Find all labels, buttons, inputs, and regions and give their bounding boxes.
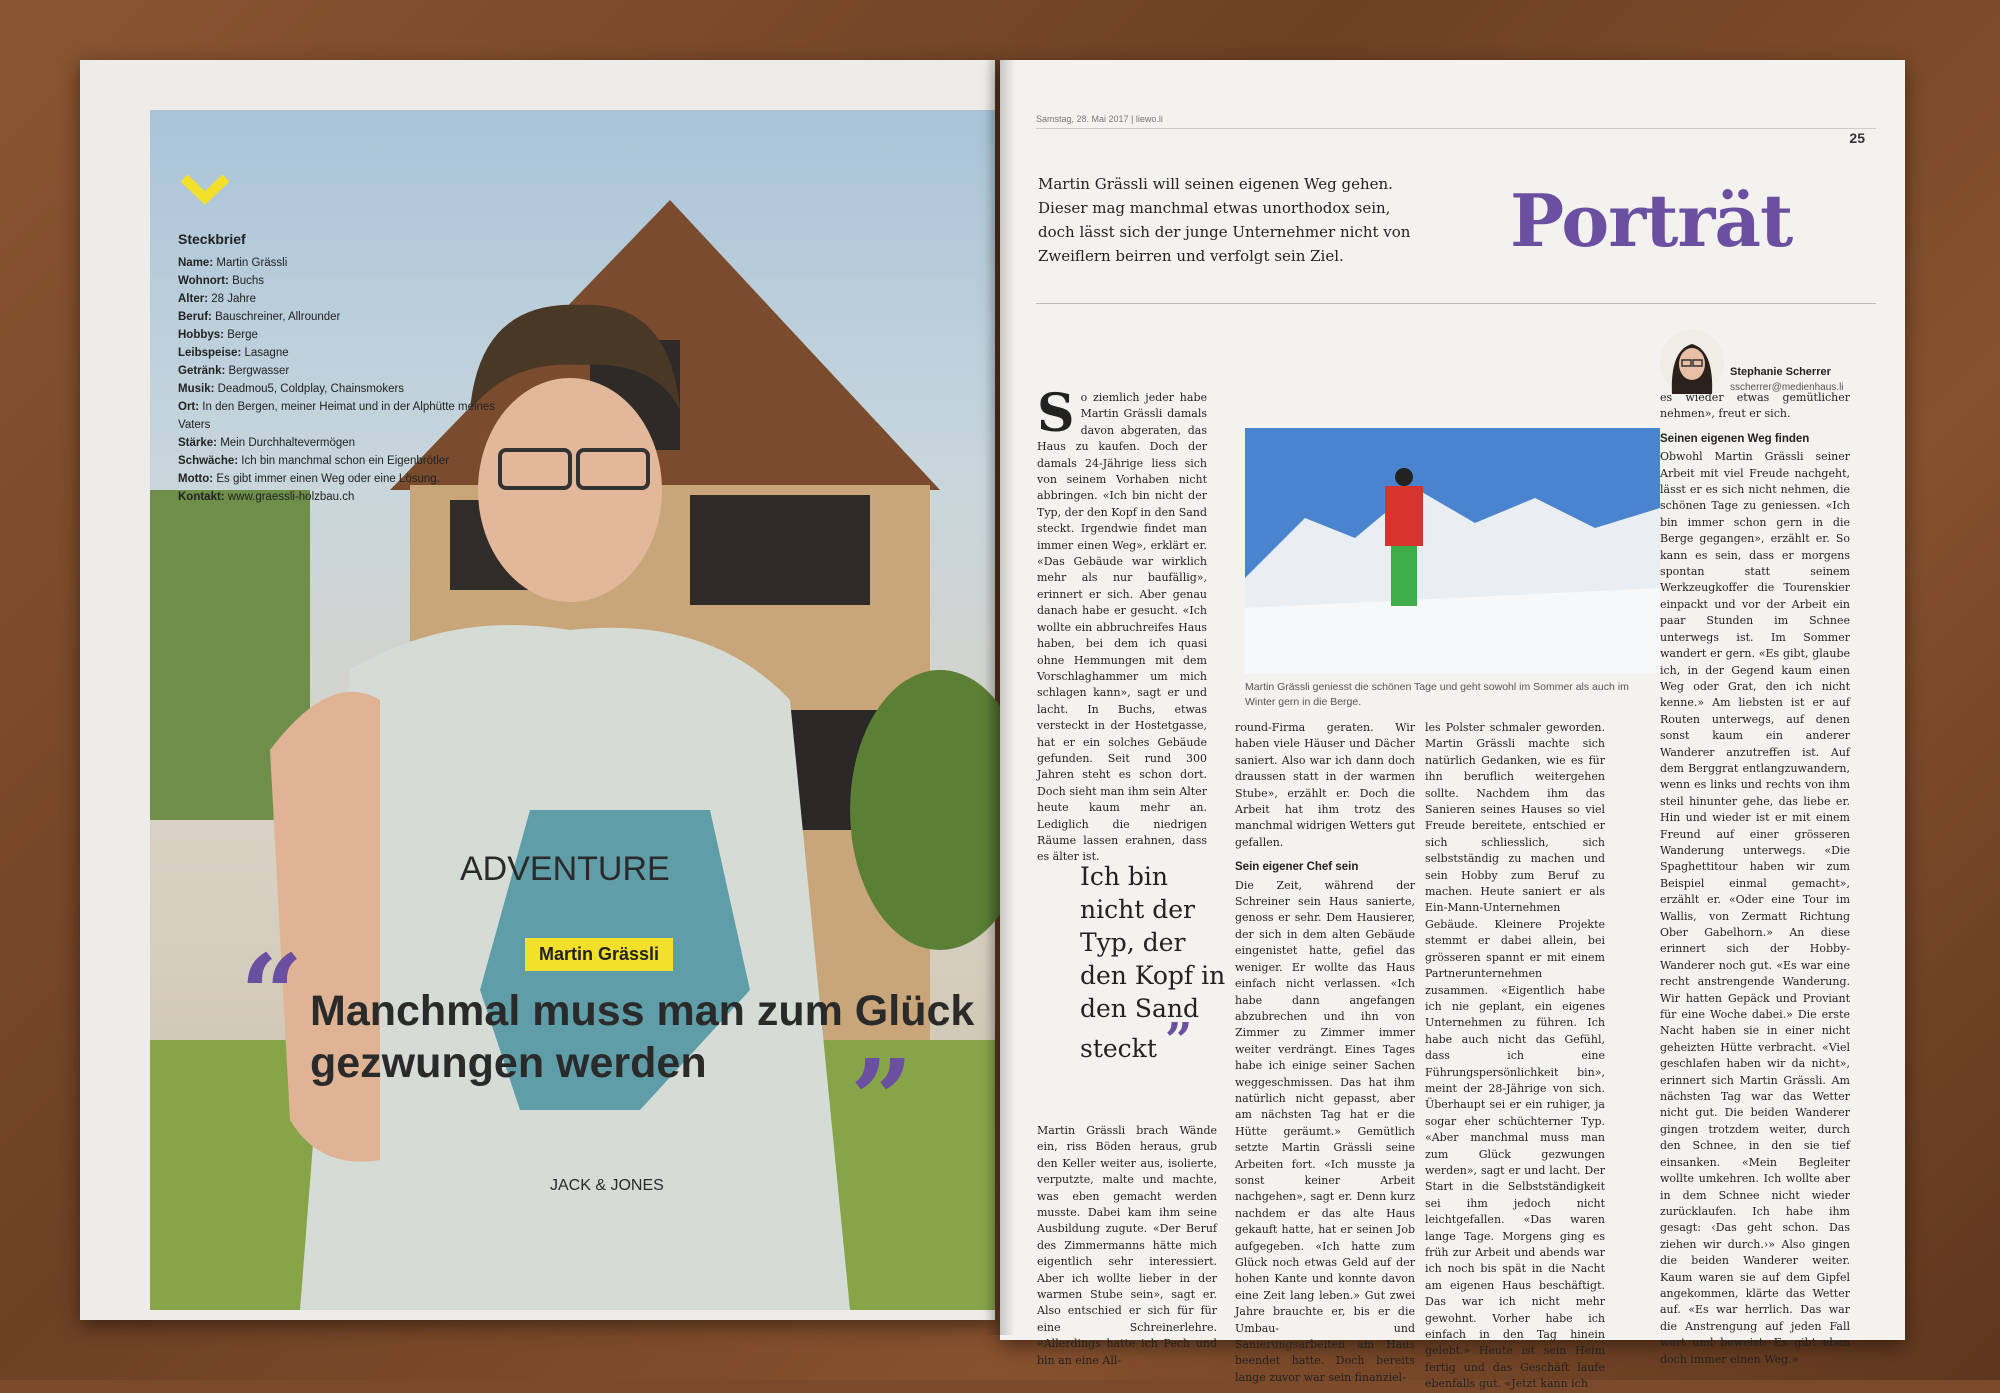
close-quote-icon: ” [1164, 1013, 1193, 1069]
page-number: 25 [1849, 130, 1865, 146]
author-email: sscherrer@medienhaus.li [1730, 382, 1844, 393]
article-paragraph: Obwohl Martin Grässli seiner Arbeit mit viel Freude nachgeht, lässt er es sich nicht nehmen, die schönen Tage zu geniessen. «Ich bin immer schon gern in die Berge gegangen», erzählt er. So kann es sein, dass er morgens spontan statt seinem Werkzeugkoffer die Tourenskier einpackt und vor der Arbeit ein paar Stunden im Schnee unterwegs ist. Im Sommer wandert er gern. «Es gibt, glaube ich, in der Gegend kaum einen Weg oder Grat, den ich nicht kenne.» Am liebsten ist er auf Routen unterwegs, auf denen sonst kaum ein anderer Wanderer anzutreffen ist. Auf dem Berggrat entlangzuwandern, wenn es links und rechts von ihm steil hinunter gehe, das liebe er. Hin und wieder ist er mit einem Freund auf einer grösseren Wanderung unterwegs. «Die Spaghettitour haben wir zum Beispiel einmal gemacht», erzählt er. «Oder eine Tour im Wallis, von Zermatt Richtung Ober Gabelhorn.» An diese erinnert sich der Hobby-Wanderer noch gut. «Es war eine recht anstrengende Wanderung. Wir hatten Gepäck und Proviant für eine Woche dabei.» Die erste Nacht haben sie in einer nicht geheizten Hütte verbracht. «Viel geschlafen haben wir da nicht», erinnert sich Martin Grässli. Am nächsten Tag war das Wetter nicht gut. Die beiden Wanderer gingen trotzdem weiter, durch den Schnee, in den sie tief einsanken. «Mein Begleiter wollte umkehren. Ich wollte aber in dem Schnee nicht wieder zurücklaufen. Ich habe ihm gesagt: ‹Das geht schon. Das ziehen wir durch.›» Also gingen die beiden Wanderer weiter. Kaum waren sie auf dem Gipfel angekommen, klärte das Wetter auf. «Es war herrlich. Das war die Anstrengung auf jeden Fall wert und beweist: Es gibt eben doch immer einen Weg.» [1660, 450, 1850, 1366]
article-paragraph: o ziemlich jeder habe Martin Grässli damals davon abgeraten, das Haus zu kaufen. Doch der damals 24-Jährige liess sich von seinem Vorhaben nicht abbringen. «Ich bin nicht der Typ, der den Kopf in den Sand steckt. Irgendwie findet man immer einen Weg», erklärt er. «Das Gebäude war wirklich mehr als nur baufällig», erinnert er sich. Aber genau danach habe er gesucht. «Ich wollte ein abbruchreifes Haus haben, bei dem ich quasi ohne Hemmungen mit dem Vorschlaghammer um mich schlagen kann», sagt er und lacht. In Buchs, etwas versteckt in der Hostetgasse, hat er ein solches Gebäude gefunden. Seit rund 300 Jahren steht es schon dort. Doch sieht man ihm sein Alter heute kaum mehr an. Lediglich die niedrigen Räume lassen erahnen, dass es älter ist. [1037, 391, 1207, 864]
close-quote-icon: ” [850, 1035, 914, 1164]
steckbrief-row: Beruf: Bauschreiner, Allrounder [178, 311, 341, 323]
article-paragraph: round-Firma geraten. Wir haben viele Häuser und Dächer saniert. Also war ich dann doch draussen statt in der warmen Stube», erzählt er. Doch die Arbeit hat ihm trotz des manchmal widrigen Wetters gut gefallen. [1235, 721, 1415, 849]
article-paragraph: Die Zeit, während der Schreiner sein Haus sanierte, genoss er sehr. Dem Hausierer, der sich in dem alten Gebäude eingenistet hatte, gefiel das weniger. Er wollte das Haus einfach nicht verlassen. «Ich habe dann angefangen abzubrechen und ihn von Zimmer zu Zimmer immer weiter verdrängt. Eines Tages habe ich einige seiner Sachen weggeschmissen. Das hat ihm natürlich nicht gepasst, aber am nächsten Tag hat er die Hütte geräumt.» Gemütlich setzte Martin Grässli seine Arbeiten fort. «Ich musste ja sonst keiner Arbeit nachgehen», sagt er. Denn kurz nachdem er das alte Haus gekauft hatte, hat er seinen Job aufgegeben. «Ich hatte zum Glück noch etwas Geld auf der hohen Kante und konnte davon eine Zeit lang leben.» Gut zwei Jahre brauchte er, bis er die Umbau- und Sanierungsarbeiten am Haus beendet hatte. Doch bereits lange zuvor war sein finanziel- [1235, 878, 1415, 1384]
ski-photo [1245, 428, 1660, 674]
section-title: Porträt [1510, 178, 1793, 263]
page-gutter [985, 60, 1015, 1335]
steckbrief-row: Kontakt: www.graessli-holzbau.ch [178, 491, 355, 503]
article-column [1660, 390, 1850, 1368]
author-avatar [1660, 330, 1724, 394]
article-paragraph: Martin Grässli brach Wände ein, riss Böden heraus, grub den Keller weiter aus, isolierte, verputzte, malte und machte, was eben gemacht werden musste. Dabei kam ihm seine Ausbildung zugute. «Der Beruf des Zimmermanns hätte mich eigentlich sehr interessiert. Aber ich wollte lieber in der warmen Stube sein», sagt er. Also entschied er sich für für eine Schreinerlehre. «Allerdings hatte ich Pech und bin an eine All- [1037, 1124, 1217, 1367]
article-paragraph: es wieder etwas gemütlicher nehmen», freut er sich. [1660, 391, 1850, 421]
steckbrief-row: Motto: Es gibt immer einen Weg oder eine Lösung. [178, 473, 440, 485]
steckbrief-row: Alter: 28 Jahre [178, 293, 256, 305]
steckbrief-row: Wohnort: Buchs [178, 275, 265, 287]
subheading: Seinen eigenen Weg finden [1660, 432, 1810, 445]
open-quote-icon: “ [240, 930, 304, 1059]
steckbrief-row: Musik: Deadmou5, Coldplay, Chainsmokers [178, 383, 405, 395]
svg-text:JACK & JONES: JACK & JONES [550, 1177, 664, 1194]
pull-quote [1080, 860, 1240, 1069]
name-tag: Martin Grässli [525, 938, 673, 971]
steckbrief-row: Getränk: Bergwasser [178, 365, 290, 377]
pull-quote-text: Ich bin nicht der Typ, der den Kopf in den Sand steckt [1080, 862, 1226, 1063]
photo-caption: Martin Grässli geniesst die schönen Tage und geht sowohl im Sommer als auch im Winter gern in die Berge. [1245, 681, 1629, 708]
page-header: Samstag, 28. Mai 2017 | liewo.li [1036, 114, 1876, 129]
article-column [1037, 1123, 1217, 1369]
article-column [1425, 720, 1605, 1393]
steckbrief-row: Leibspeise: Lasagne [178, 347, 289, 359]
steckbrief-row: Ort: In den Bergen, meiner Heimat und in der Alphütte meines Vaters [178, 401, 496, 431]
headline-quote: Manchmal muss man zum Glück gezwungen werden [310, 987, 975, 1087]
subheading: Sein eigener Chef sein [1235, 861, 1359, 874]
article-column [1235, 720, 1415, 1386]
steckbrief-title: Steckbrief [178, 231, 246, 247]
drop-cap: S [1037, 383, 1075, 444]
author-name: Stephanie Scherrer [1730, 366, 1831, 378]
article-paragraph: les Polster schmaler geworden. Martin Grässli machte sich natürlich Gedanken, wie es für ihn beruflich weitergehen sollte. Nachdem ihm das Sanieren seines Hauses so viel Freude bereitete, entschied er sich schliesslich, sich selbstständig zu machen und sein Hobby zum Beruf zu machen. Heute saniert er als Ein-Mann-Unternehmen Gebäude. Kleinere Projekte stemmt er dabei allein, bei grösseren spannt er mit einem Partnerunternehmen zusammen. «Eigentlich habe ich nie geplant, ein eigenes Unternehmen zu führen. Ich habe auch nicht das Gefühl, dass ich eine Führungspersönlichkeit bin», meint der 28-Jährige von sich. Überhaupt sei er ein ruhiger, ja sogar eher schüchterner Typ. «Aber manchmal muss man zum Glück gezwungen werden», sagt er und lacht. Der Start in die Selbstständigkeit sei ihm jedoch nicht leichtgefallen. «Das waren lange Tage. Morgens ging es früh zur Arbeit und abends war ich noch bis spät in die Nacht am eigenen Haus beschäftigt. Das war ich nicht mehr gewohnt. Vorher habe ich einfach in den Tag hinein gelebt.» Heute ist sein Heim fertig und das Geschäft laufe ebenfalls gut. «Jetzt kann ich [1425, 721, 1605, 1391]
steckbrief-row: Hobbys: Berge [178, 329, 258, 341]
left-page [80, 60, 995, 1320]
svg-text:ADVENTURE: ADVENTURE [460, 850, 670, 888]
steckbrief-row: Name: Martin Grässli [178, 257, 288, 269]
divider [1036, 303, 1876, 304]
right-page [1000, 60, 1905, 1391]
steckbrief-box [178, 230, 498, 506]
article-column [1037, 383, 1207, 866]
steckbrief-row: Schwäche: Ich bin manchmal schon ein Eigenbrötler [178, 455, 450, 467]
steckbrief-row: Stärke: Mein Durchhaltevermögen [178, 437, 356, 449]
intro-text: Martin Grässli will seinen eigenen Weg gehen. Dieser mag manchmal etwas unorthodox sein, doch lässt sich der junge Unternehmer nicht von Zweiflern beirren und verfolgt sein Ziel. [1038, 175, 1411, 265]
chevron-icon [180, 172, 230, 212]
